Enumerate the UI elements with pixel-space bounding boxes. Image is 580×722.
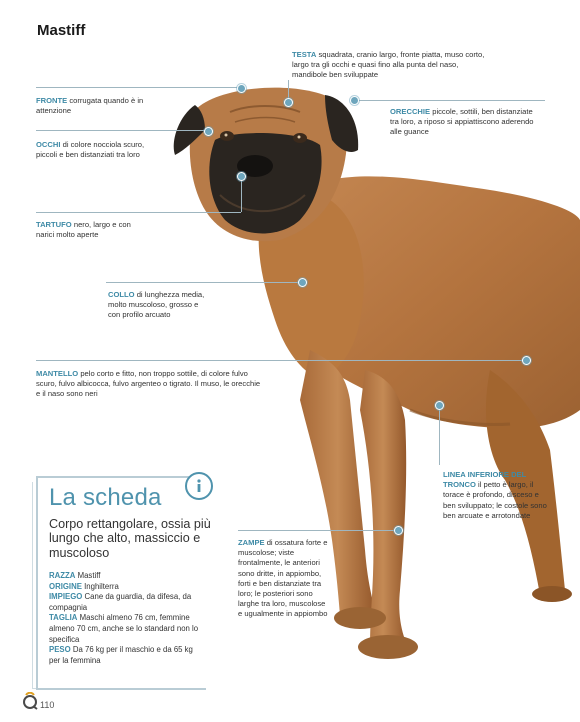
field-value: Cane da guardia, da difesa, da compagnia [49, 592, 192, 612]
field-label: IMPIEGO [49, 592, 83, 602]
annotation-occhi [36, 140, 156, 160]
annotation-label: TARTUFO [36, 220, 72, 229]
annotation-fronte [36, 96, 146, 116]
field-value: Mastiff [77, 571, 101, 580]
annotation-tartufo [36, 220, 136, 240]
annotation-label: OCCHI [36, 140, 61, 149]
callout-dot-zampe [394, 526, 403, 535]
annotation-text: di lunghezza media, molto muscoloso, grosso e con profilo arcuato [108, 290, 205, 320]
scheda-title: La scheda [49, 484, 162, 511]
scheda-subtitle: Corpo rettangolare, ossia più lungo che alto, massiccio e muscoloso [49, 517, 211, 560]
page-number: 110 [40, 700, 55, 710]
annotation-label: MANTELLO [36, 369, 79, 378]
callout-line-linea [439, 405, 440, 465]
callout-dot-orecchie [350, 96, 359, 105]
scheda-fields [49, 571, 199, 666]
callout-dot-linea [435, 401, 444, 410]
scheda-field-impiego [49, 592, 199, 613]
annotation-collo [108, 290, 208, 321]
callout-line-fronte [36, 87, 246, 88]
field-label: TAGLIA [49, 613, 78, 623]
annotation-text: piccole, sottili, ben distanziate tra loro, a riposo si appiattiscono aderendo alle guance [390, 107, 534, 137]
callout-line-tartufo [36, 212, 241, 213]
annotation-text: il petto è largo, il torace è profondo, disceso e ben sviluppato; le costole sono ben arcuate e arrotondate [443, 480, 547, 520]
annotation-text: nero, largo e con narici molto aperte [36, 220, 131, 240]
callout-line-orecchie [355, 100, 545, 101]
field-value: Maschi almeno 76 cm, femmine almeno 70 cm, anche se lo standard non lo specifica [49, 613, 199, 644]
info-icon [185, 472, 213, 500]
annotation-text: pelo corto e fitto, non troppo sottile, di colore fulvo scuro, fulvo albicocca, fulvo argenteo o tigrato. Il muso, le orecchie e il naso sono neri [36, 369, 261, 399]
annotation-label: COLLO [108, 290, 135, 299]
callout-dot-occhi [204, 127, 213, 136]
annotation-text: corrugata quando è in attenzione [36, 96, 144, 116]
annotation-label: ORECCHIE [390, 107, 431, 116]
annotation-label: LINEA INFERIORE DEL TRONCO [443, 470, 527, 490]
annotation-orecchie [390, 107, 540, 138]
scheda-field-peso [49, 645, 199, 666]
annotation-text: di ossatura forte e muscolose; viste frontalmente, le anteriori sono dritte, in appiombo, forti e ben distanziate tra loro; le posteriori sono larghe tra loro, muscolose e ugualmente in appiombo [238, 538, 328, 619]
annotation-zampe [238, 538, 328, 620]
field-value: Inghilterra [84, 581, 119, 591]
field-label: RAZZA [49, 571, 76, 580]
callout-dot-collo [298, 278, 307, 287]
callout-line-occhi [36, 130, 208, 131]
callout-line-mantello [36, 360, 526, 361]
callout-dot-testa [284, 98, 293, 107]
annotation-label: FRONTE [36, 96, 68, 105]
annotation-mantello [36, 369, 261, 400]
annotation-label: ZAMPE [238, 538, 265, 547]
callout-line-zampe [238, 530, 398, 531]
field-label: ORIGINE [49, 581, 82, 591]
scheda-field-taglia [49, 613, 199, 645]
scheda-field-origine [49, 582, 199, 593]
annotation-label: TESTA [292, 50, 317, 59]
page-title: Mastiff [37, 22, 86, 39]
publisher-logo-icon [21, 692, 39, 710]
callout-line-collo [106, 282, 302, 283]
annotation-text: di colore nocciola scuro, piccoli e ben distanziati tra loro [36, 140, 145, 160]
callout-dot-fronte [237, 84, 246, 93]
annotation-testa [292, 50, 492, 81]
annotation-linea [443, 470, 553, 521]
callout-dot-mantello [522, 356, 531, 365]
callout-dot-tartufo [237, 172, 246, 181]
field-label: PESO [49, 645, 71, 655]
scheda-field-razza [49, 571, 199, 582]
annotation-text: squadrata, cranio largo, fronte piatta, muso corto, largo tra gli occhi e quasi fino alla punta del naso, mandibole ben sviluppate [292, 50, 485, 80]
field-value: Da 76 kg per il maschio e da 65 kg per la femmina [49, 645, 193, 665]
